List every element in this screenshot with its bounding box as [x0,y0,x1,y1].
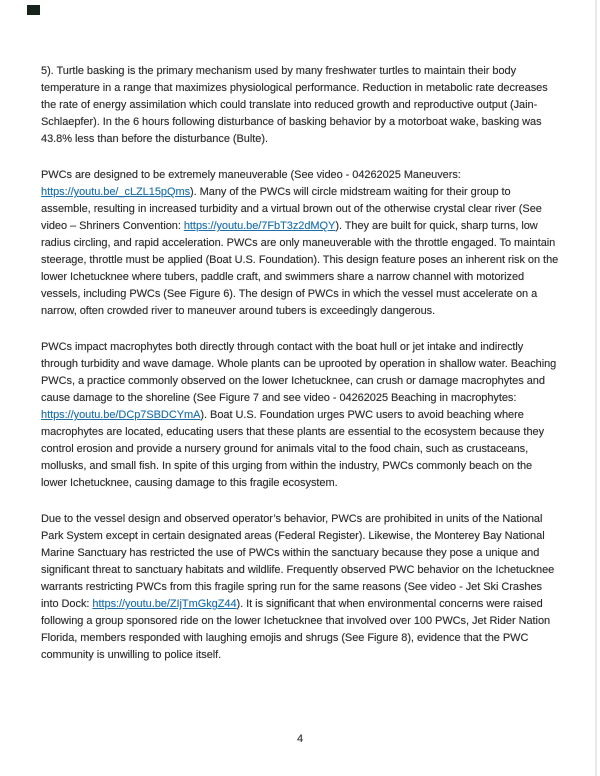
page-edge-shadow [595,0,597,776]
text-run: ). They are built for quick, sharp turns, low radius circling, and rapid acceleration. PWCs are only maneuverable with the throttle engaged. To maintain steerage, throttle must be applied (Boat U.S. Foundation). This design feature poses an inherent risk on the lower Ichetucknee where tubers, paddle craft, and swimmers share a narrow channel with motorized vessels, including PWCs (See Figure 6). The design of PWCs in which the vessel must accelerate on a narrow, often crowded river to maneuver around tubers is exceedingly dangerous. [41,220,559,317]
text-run: ). It is significant that when environmental concerns were raised following a group sponsored ride on the lower Ichetucknee that involved over 100 PWCs, Jet Rider Nation Florida, members responded with laughing emojis and shrugs (See Figure 8), evidence that the PWC community is unwilling to police itself. [41,598,551,661]
youtube-link[interactable]: https://youtu.be/DCp7SBDCYmA [41,409,201,421]
text-run: ). Boat U.S. Foundation urges PWC users to avoid beaching where macrophytes are located, educating users that these plants are essential to the ecosystem because they control erosion and provide a nursery ground for animals vital to the food chain, such as crustaceans, mollusks, and small fish. In spite of this urging from within the industry, PWCs commonly beach on the lower Ichetucknee, causing damage to this fragile ecosystem. [41,409,545,489]
paragraph [41,339,561,492]
paragraph [41,167,561,320]
text-run: 5). Turtle basking is the primary mechanism used by many freshwater turtles to maintain their body temperature in a range that maximizes physiological performance. Reduction in metabolic rate decreases the rate of energy assimilation which could translate into reduced growth and reproductive output (Jain-Schlaepfer). In the 6 hours following disturbance of basking behavior by a motorboat wake, basking was 43.8% less than before the disturbance (Bulte). [41,65,548,145]
youtube-link[interactable]: https://youtu.be/ZIjTmGkgZ44 [92,598,237,610]
text-run: Due to the vessel design and observed operator’s behavior, PWCs are prohibited in units of the National Park System except in certain designated areas (Federal Register). Likewise, the Monterey Bay National Marine Sanctuary has restricted the use of PWCs within the sanctuary because they pose a unique and significant threat to sanctuary habitats and wildlife. Frequently observed PWC behavior on the Ichetucknee warrants restricting PWCs from this fragile spring run for the same reasons (See video - Jet Ski Crashes into Dock: [41,513,555,610]
text-run: PWCs are designed to be extremely maneuverable (See video - 04262025 Maneuvers: [41,169,461,181]
scan-artifact-mark [27,5,40,15]
document-body [41,63,561,683]
paragraph [41,63,561,148]
youtube-link[interactable]: https://youtu.be/_cLZL15pQms [41,186,191,198]
paragraph [41,511,561,664]
text-run: ). Many of the PWCs will circle midstream waiting for their group to assemble, resulting in increased turbidity and a virtual brown out of the otherwise crystal clear river (See video – Shriners Convention: [41,186,542,232]
page-number: 4 [296,733,304,745]
youtube-link[interactable]: https://youtu.be/7FbT3z2dMQY [183,220,336,232]
text-run: PWCs impact macrophytes both directly through contact with the boat hull or jet intake and indirectly through turbidity and wave damage. Whole plants can be uprooted by operation in shallow water. Beaching PWCs, a practice commonly observed on the lower Ichetucknee, can crush or damage macrophytes and cause damage to the shoreline (See Figure 7 and see video - 04262025 Beaching in macrophytes: [41,341,557,404]
